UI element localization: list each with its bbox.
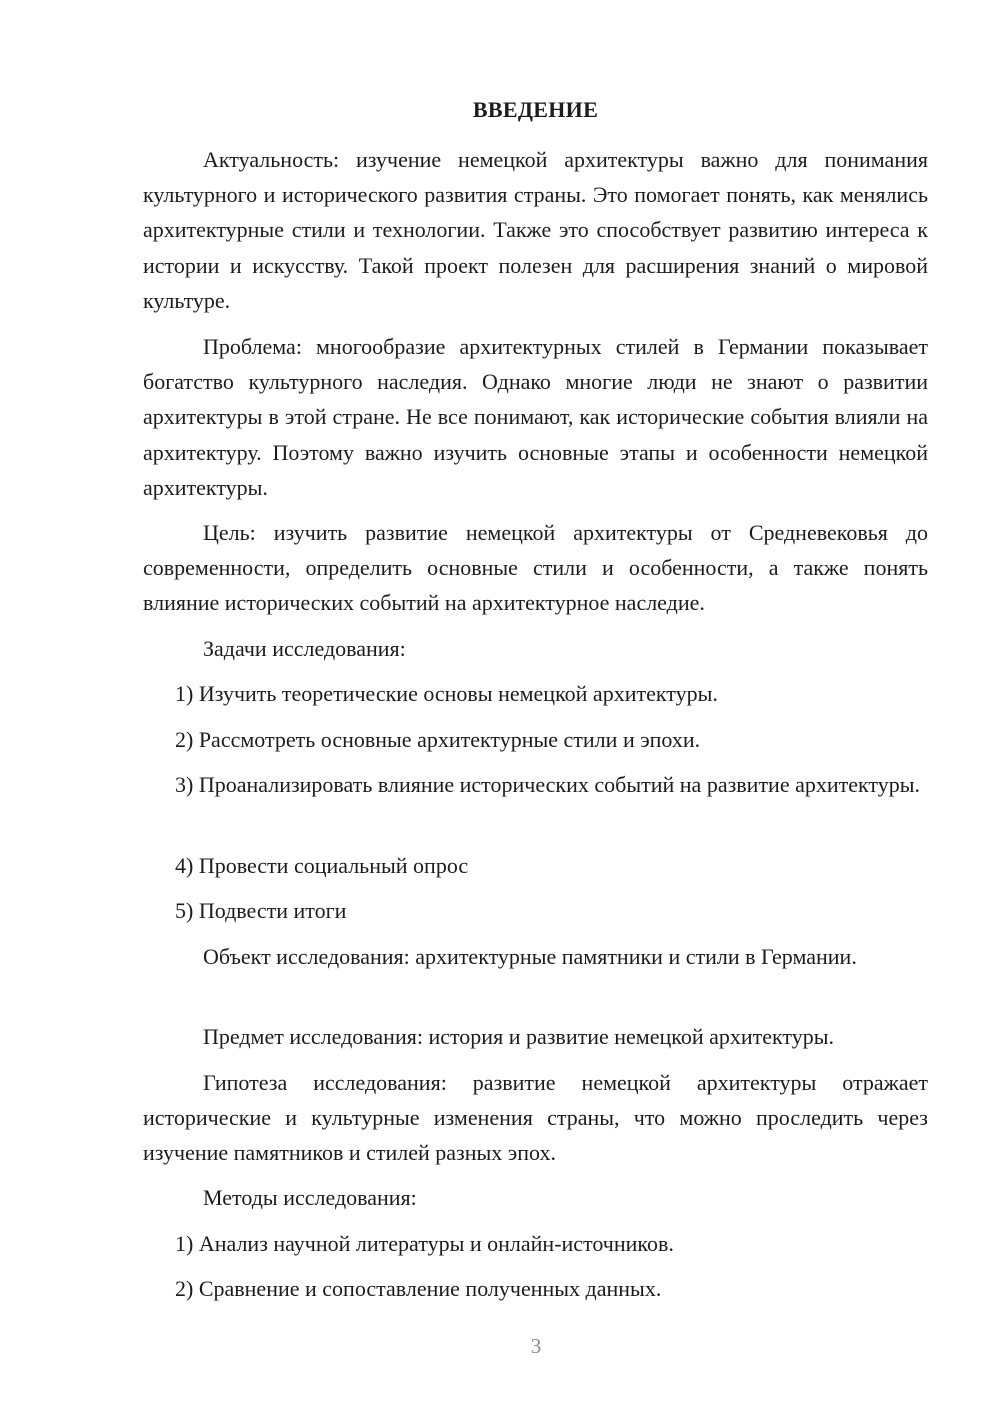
method-item-1: 1) Анализ научной литературы и онлайн-источников. (175, 1231, 674, 1256)
task-item-2: 2) Рассмотреть основные архитектурные стили и эпохи. (175, 727, 701, 752)
task-item-4: 4) Провести социальный опрос (175, 853, 469, 878)
subject-paragraph: Предмет исследования: история и развитие немецкой архитектуры. (203, 1024, 835, 1049)
task-item-3: 3) Проанализировать влияние исторических событий на развитие архитектуры. (175, 772, 921, 797)
object-paragraph: Объект исследования: архитектурные памятники и стили в Германии. (203, 944, 857, 969)
tasks-heading: Задачи исследования: (203, 636, 406, 661)
goal-paragraph: Цель: изучить развитие немецкой архитектуры от Средневековья до современности, определить основные стили и особенности, а также понять влияние исторических событий на архитектурное наследие. (143, 520, 928, 616)
task-item-5: 5) Подвести итоги (175, 898, 347, 923)
methods-heading: Методы исследования: (203, 1185, 417, 1210)
page-number: 3 (530, 1334, 542, 1358)
hypothesis-paragraph: Гипотеза исследования: развитие немецкой архитектуры отражает исторические и культурные изменения страны, что можно проследить через изучение памятников и стилей разных эпох. (143, 1070, 928, 1166)
problem-paragraph: Проблема: многообразие архитектурных стилей в Германии показывает богатство культурного наследия. Однако многие люди не знают о развитии архитектуры в этой стране. Не все понимают, как исторические события влияли на архитектуру. Поэтому важно изучить основные этапы и особенности немецкой архитектуры. (143, 334, 928, 500)
task-item-1: 1) Изучить теоретические основы немецкой архитектуры. (175, 681, 718, 706)
page-title: ВВЕДЕНИЕ (472, 97, 599, 122)
method-item-2: 2) Сравнение и сопоставление полученных данных. (175, 1276, 662, 1301)
relevance-paragraph: Актуальность: изучение немецкой архитектуры важно для понимания культурного и исторического развития страны. Это помогает понять, как менялись архитектурные стили и технологии. Также это способствует развитию интереса к истории и искусству. Такой проект полезен для расширения знаний о мировой культуре. (143, 147, 928, 313)
